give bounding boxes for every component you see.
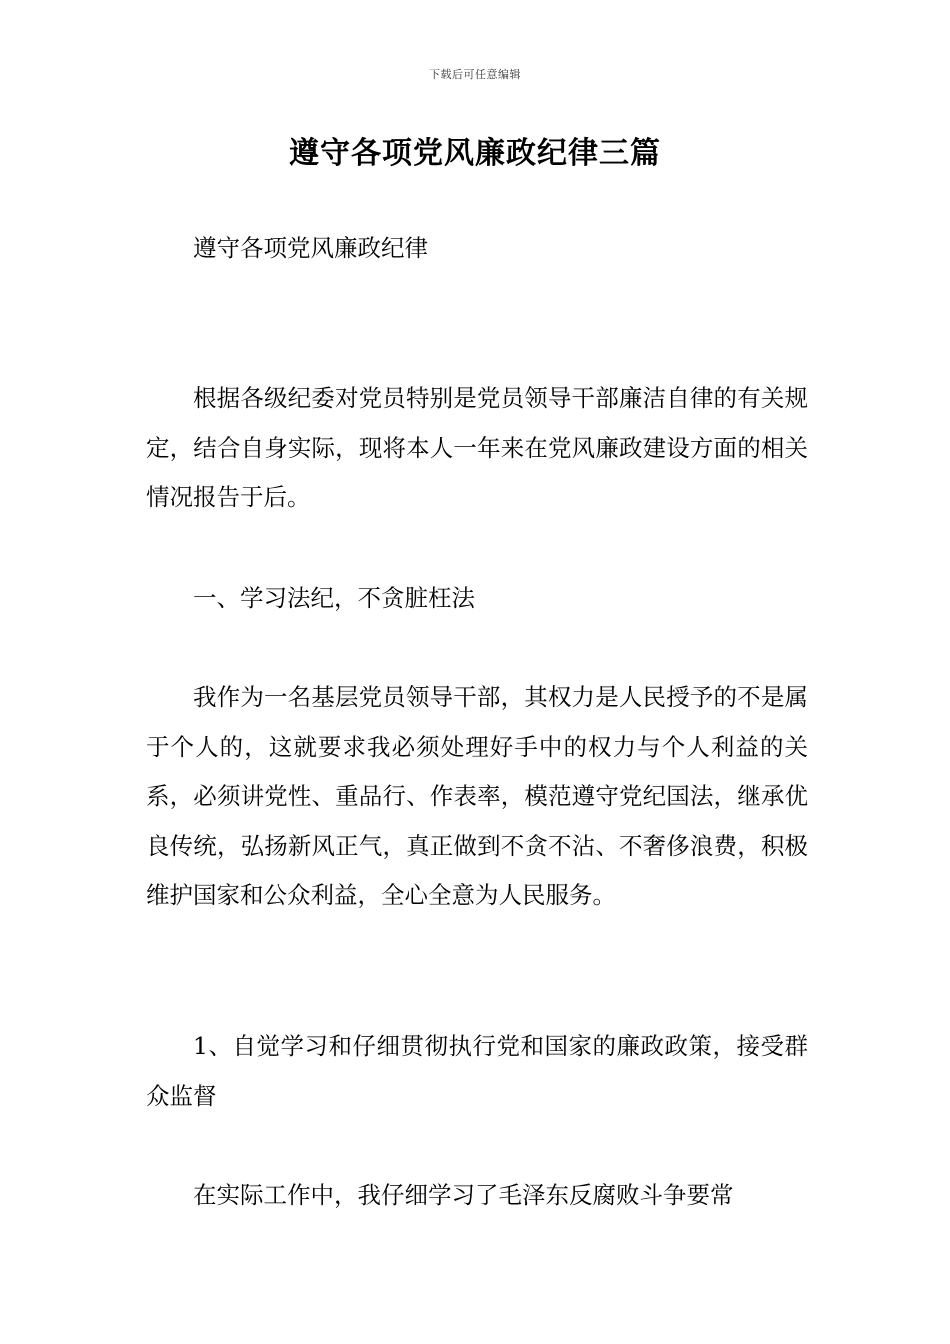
document-subtitle: 遵守各项党风廉政纪律 — [193, 234, 428, 262]
subsection-heading-1: 1、自觉学习和仔细贯彻执行党和国家的廉政政策，接受群众监督 — [146, 1032, 808, 1110]
section-heading-1: 一、学习法纪，不贪脏枉法 — [193, 584, 475, 612]
document-title: 遵守各项党风廉政纪律三篇 — [289, 136, 661, 171]
header-note: 下载后可任意编辑 — [429, 68, 521, 81]
paragraph-section-1: 我作为一名基层党员领导干部，其权力是人民授予的不是属于个人的，这就要求我必须处理好手中的权力与个人利益的关系，必须讲党性、重品行、作表率，模范遵守党纪国法，继承优良传统，弘扬新风正气，真正做到不贪不沾、不奢侈浪费，积极维护国家和公众利益，全心全意为人民服务。 — [146, 683, 808, 909]
paragraph-subsection-1: 在实际工作中，我仔细学习了毛泽东反腐败斗争要常 — [193, 1181, 734, 1209]
paragraph-intro: 根据各级纪委对党员特别是党员领导干部廉洁自律的有关规定，结合自身实际，现将本人一年来在党风廉政建设方面的相关情况报告于后。 — [146, 384, 808, 511]
